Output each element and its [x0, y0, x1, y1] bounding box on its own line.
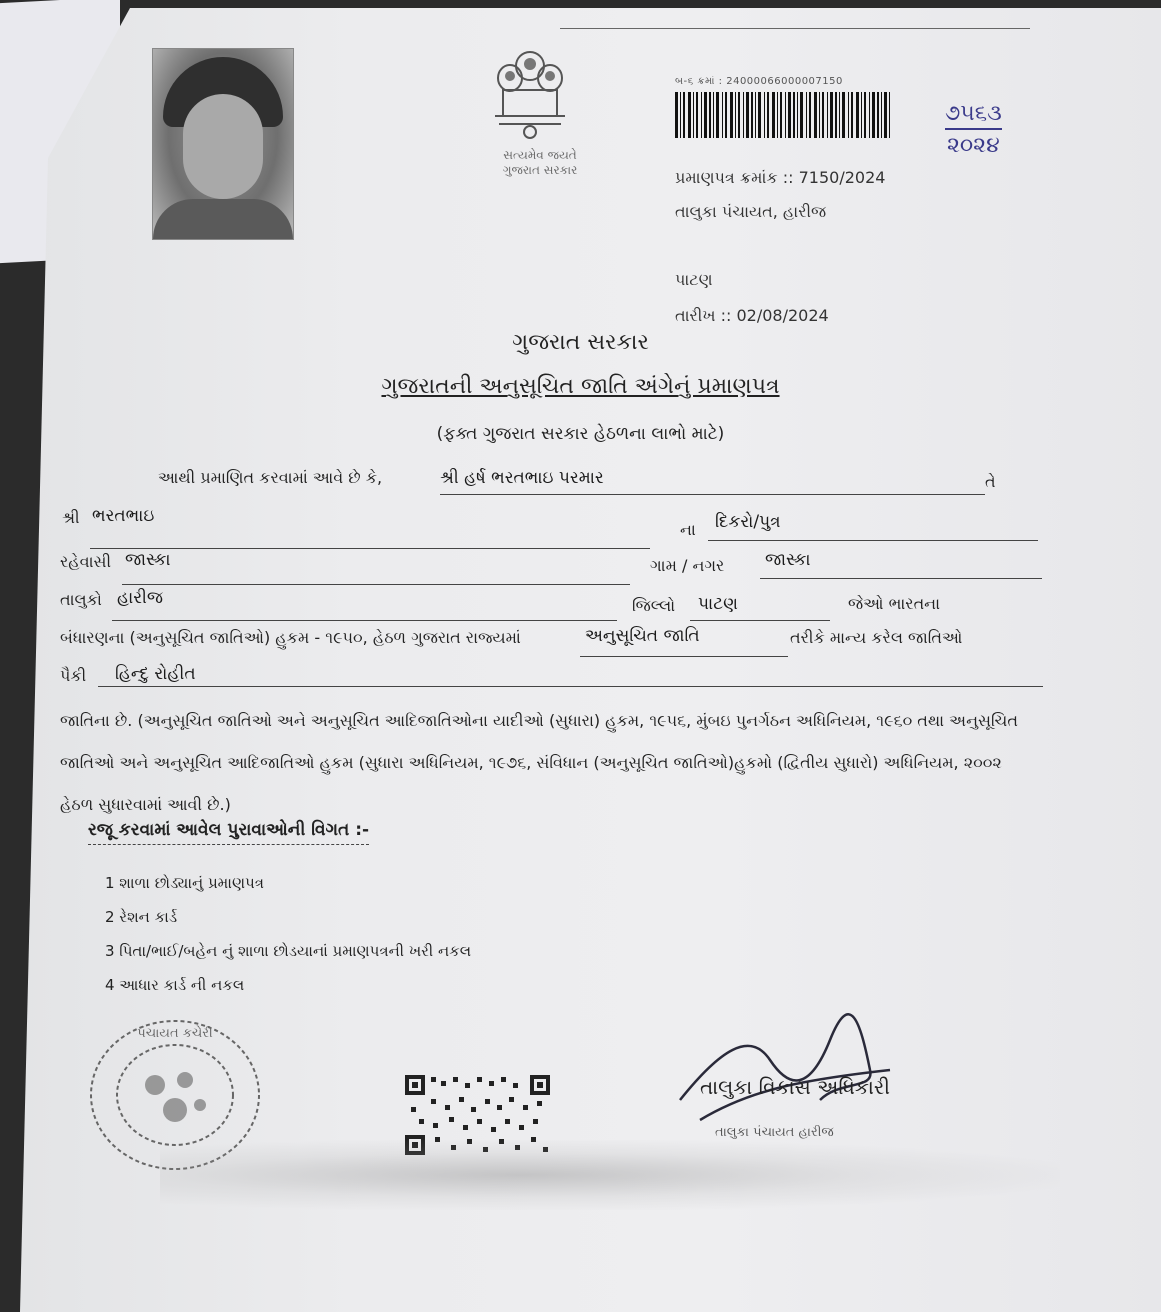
- certificate-number: પ્રમાણપત્ર ક્રમાંક :: 7150/2024: [675, 168, 886, 187]
- resident-value: જાસ્કા: [125, 550, 171, 570]
- emblem-motto: સત્યમેવ જયતે: [503, 148, 577, 162]
- officer-title: તાલુકા વિકાસ અધિકારી: [700, 1075, 890, 1099]
- recognized-text: તરીકે માન્ય કરેલ જાતિઓ: [790, 628, 963, 647]
- issuing-office: તાલુકા પંચાયત, હારીજ: [675, 202, 827, 221]
- village-underline: [760, 578, 1042, 579]
- taluka-underline: [112, 620, 617, 621]
- seal-text: પંચાયત કચેરી: [137, 1026, 213, 1041]
- taluka-label: તાલુકો: [60, 590, 102, 609]
- resident-label: રહેવાસી: [60, 552, 112, 571]
- certificate-title: [0, 374, 1161, 399]
- barcode: [675, 92, 890, 138]
- village-value: જાસ્કા: [765, 550, 811, 570]
- constitution-text: બંધારણના (અનુસૂચિત જાતિઓ) હુકમ - ૧૯૫૦, હેઠળ ગુજરાત રાજ્યમાં: [60, 628, 521, 647]
- resident-underline: [122, 584, 630, 585]
- top-rule: [560, 28, 1030, 29]
- who-india-text: જેઓ ભારતના: [848, 594, 941, 613]
- handwritten-number: ૭૫૬૩: [945, 101, 1002, 126]
- certificate-title-text: ગુજરાતની અનુસૂચિત જાતિ અંગેનું પ્રમાણપત્ર: [381, 374, 780, 399]
- evidence-list: [105, 866, 471, 1002]
- list-item: 2 રેશન કાર્ડ: [105, 908, 178, 926]
- name-underline: [440, 494, 985, 495]
- government-title: ગુજરાત સરકાર: [512, 330, 649, 355]
- list-item: 1 શાળા છોડ્યાનું પ્રમાણપત્ર: [105, 874, 264, 892]
- evidence-heading: રજૂ કરવામાં આવેલ પુરાવાઓની વિગત :-: [88, 820, 369, 845]
- list-item: 4 આધાર કાર્ડ ની નકલ: [105, 976, 245, 994]
- relation-value: દિકરો/પુત્ર: [715, 512, 781, 532]
- issuing-place: પાટણ: [675, 270, 713, 289]
- caste-underline: [98, 686, 1043, 687]
- paper-smudge: [160, 1140, 1060, 1210]
- father-underline: [90, 548, 650, 549]
- applicant-name: શ્રી હર્ષ ભરતભાઇ પરમાર: [440, 468, 604, 488]
- officer-subtitle: તાલુકા પંચાયત હારીજ: [715, 1125, 834, 1140]
- district-underline: [690, 620, 830, 621]
- taluka-value: હારીજ: [117, 588, 163, 608]
- relation-underline: [708, 540, 1038, 541]
- state-emblem-icon: [485, 44, 575, 144]
- handwritten-register-number: [945, 100, 1002, 160]
- village-label: ગામ / નગર: [650, 556, 725, 575]
- district-value: પાટણ: [698, 594, 738, 614]
- emblem-caption: [485, 148, 595, 178]
- category-underline: [580, 656, 788, 657]
- emblem-government: ગુજરાત સરકાર: [502, 163, 578, 177]
- barcode-number: બ-૬ ક્રમાં : 24000066000007150: [675, 76, 843, 87]
- list-item: 3 પિતા/ભાઈ/બહેન નું શાળા છોડયાનાં પ્રમાણપત્રની ખરી નકલ: [105, 942, 472, 960]
- father-prefix: શ્રી: [62, 508, 80, 527]
- caste-value: હિન્દુ રોહીત: [115, 664, 196, 684]
- certificate-subtitle: (ફક્ત ગુજરાત સરકાર હેઠળના લાભો માટે): [436, 424, 725, 444]
- name-suffix: તે: [985, 472, 996, 491]
- among-label: પૈકી: [60, 666, 87, 685]
- legal-paragraph: જાતિના છે. (અનુસૂચિત જાતિઓ અને અનુસૂચિત આદિજાતિઓના યાદીઓ (સુધારા) હુકમ, ૧૯૫૬, મુંબઇ પુનર્ગઠન અધિનિયમ, ૧૯૬૦ તથા અનુસૂચિત જાતિઓ અને અનુસૂચિત આદિજાતિઓ હુકમ (સુધારા અધિનિયમ, ૧૯૭૬, સંવિધાન (અનુસૂચિત જાતિઓ)હુકમો (દ્વિતીય સુધારો) અધિનિયમ, ૨૦૦૨ હેઠળ સુધારવામાં આવી છે.): [60, 711, 1018, 814]
- district-label: જિલ્લો: [632, 596, 676, 615]
- intro-text: આથી પ્રમાણિત કરવામાં આવે છે કે,: [158, 468, 383, 487]
- father-name: ભરતભાઇ: [92, 506, 155, 526]
- relation-label: ના: [680, 520, 696, 539]
- category-value: અનુસૂચિત જાતિ: [585, 626, 700, 646]
- handwritten-year: ૨૦૨૪: [945, 128, 1002, 160]
- issue-date: તારીખ :: 02/08/2024: [675, 306, 829, 325]
- applicant-photo: [152, 48, 294, 240]
